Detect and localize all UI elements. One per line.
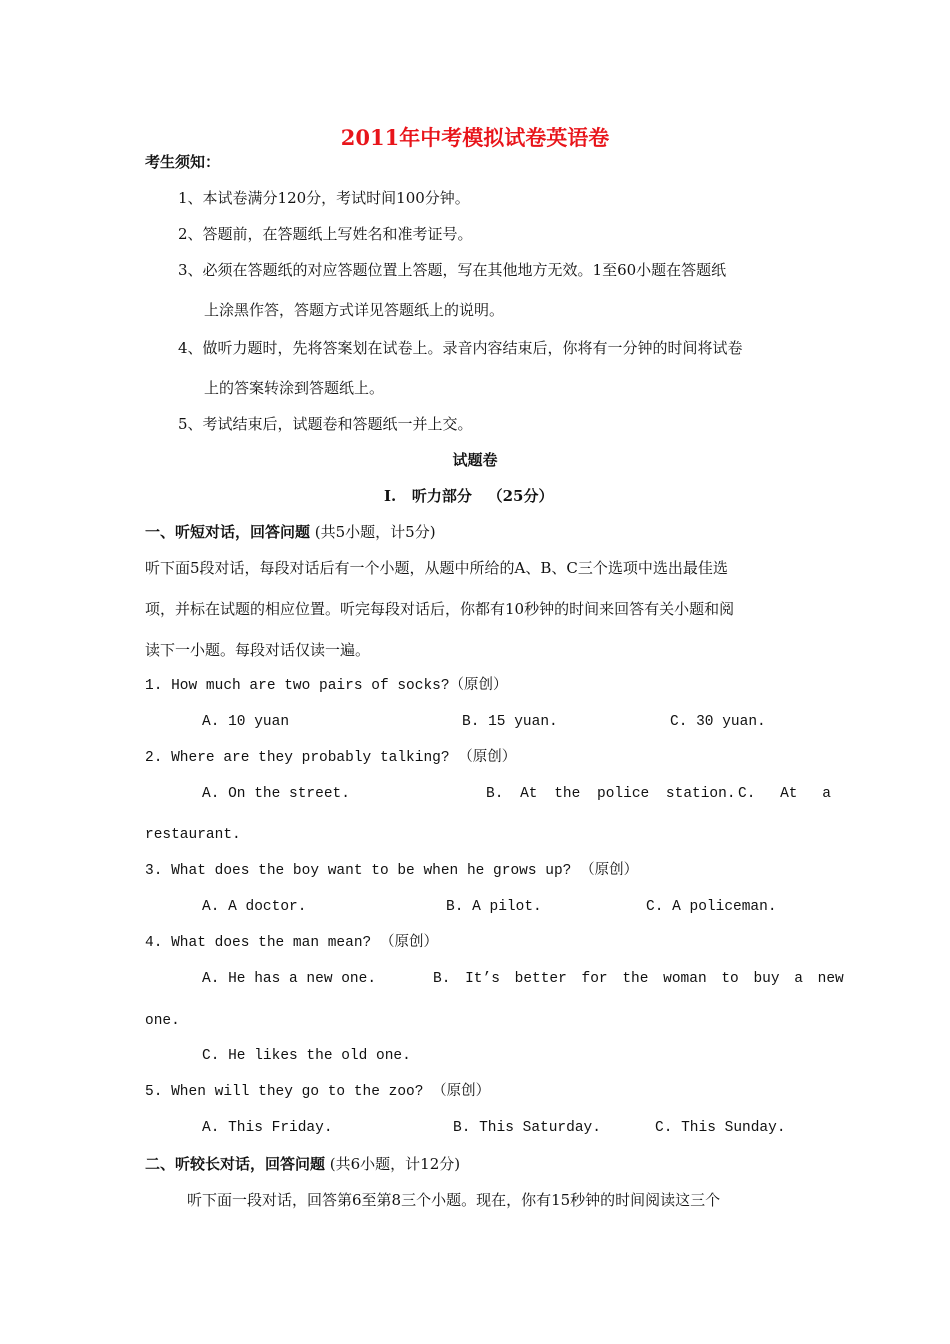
q2-option-b: B. At the police station. — [486, 786, 736, 802]
question-5: 5. When will they go to the zoo? （原创） — [145, 1084, 491, 1100]
section1-heading-main: 一、听短对话，回答问题 — [145, 523, 311, 541]
section1-instruction-2: 项，并标在试题的相应位置。听完每段对话后，你都有10秒钟的时间来回答有关小题和阅 — [145, 600, 735, 618]
section2-heading-main: 二、听较长对话，回答问题 — [145, 1155, 326, 1173]
q1-option-b: B. 15 yuan. — [462, 714, 558, 730]
section2-instruction: 听下面一段对话，回答第6至第8三个小题。现在，你有15秒钟的时间阅读这三个 — [187, 1191, 721, 1209]
notice-item-2: 2、答题前，在答题纸上写姓名和准考证号。 — [178, 225, 473, 243]
q4-option-b: B. It’s better for the woman to buy a new — [433, 971, 844, 987]
question-1: 1. How much are two pairs of socks?（原创） — [145, 678, 508, 694]
section1-heading — [145, 522, 436, 542]
paper-label: 试题卷 — [452, 451, 498, 469]
question-3: 3. What does the boy want to be when he grows up? （原创） — [145, 863, 639, 879]
q5-option-b: B. This Saturday. — [453, 1120, 601, 1136]
q2-option-c: C. At a — [738, 786, 831, 802]
q2-option-c-cont: restaurant. — [145, 827, 241, 843]
section2-heading — [145, 1154, 460, 1174]
question-4: 4. What does the man mean? （原创） — [145, 935, 438, 951]
notice-item-3-cont: 上涂黑作答，答题方式详见答题纸上的说明。 — [204, 301, 505, 319]
question-2: 2. Where are they probably talking? （原创） — [145, 750, 517, 766]
q5-option-c: C. This Sunday. — [655, 1120, 786, 1136]
notice-item-4: 4、做听力题时，先将答案划在试卷上。录音内容结束后，你将有一分钟的时间将试卷 — [178, 339, 743, 357]
q4-option-a: A. He has a new one. — [202, 971, 377, 987]
q1-option-a: A. 10 yuan — [202, 714, 290, 730]
q4-option-c: C. He likes the old one. — [202, 1048, 411, 1064]
notice-item-1: 1、本试卷满分120分，考试时间100分钟。 — [178, 189, 470, 207]
q2-option-a: A. On the street. — [202, 786, 350, 802]
notice-item-5: 5、考试结束后，试题卷和答题纸一并上交。 — [178, 415, 473, 433]
notice-item-4-cont: 上的答案转涂到答题纸上。 — [204, 379, 385, 397]
part1-heading: I. 听力部分 （25分） — [384, 487, 554, 505]
q3-option-c: C. A policeman. — [646, 899, 777, 915]
q5-option-a: A. This Friday. — [202, 1120, 333, 1136]
q4-option-b-cont: one. — [145, 1013, 180, 1029]
section1-instruction-1: 听下面5段对话，每段对话后有一个小题，从题中所给的A、B、C三个选项中选出最佳选 — [145, 559, 728, 577]
notice-heading: 考生须知： — [145, 153, 221, 171]
section2-heading-score: (共6小题，计12分) — [325, 1155, 461, 1173]
section1-heading-score: (共5小题，计5分) — [310, 523, 436, 541]
q3-option-a: A. A doctor. — [202, 899, 307, 915]
notice-item-3: 3、必须在答题纸的对应答题位置上答题，写在其他地方无效。1至60小题在答题纸 — [178, 261, 727, 279]
section1-instruction-3: 读下一小题。每段对话仅读一遍。 — [145, 641, 371, 659]
q3-option-b: B. A pilot. — [446, 899, 542, 915]
exam-title: 2011年中考模拟试卷英语卷 — [340, 125, 610, 150]
q1-option-c: C. 30 yuan. — [670, 714, 766, 730]
